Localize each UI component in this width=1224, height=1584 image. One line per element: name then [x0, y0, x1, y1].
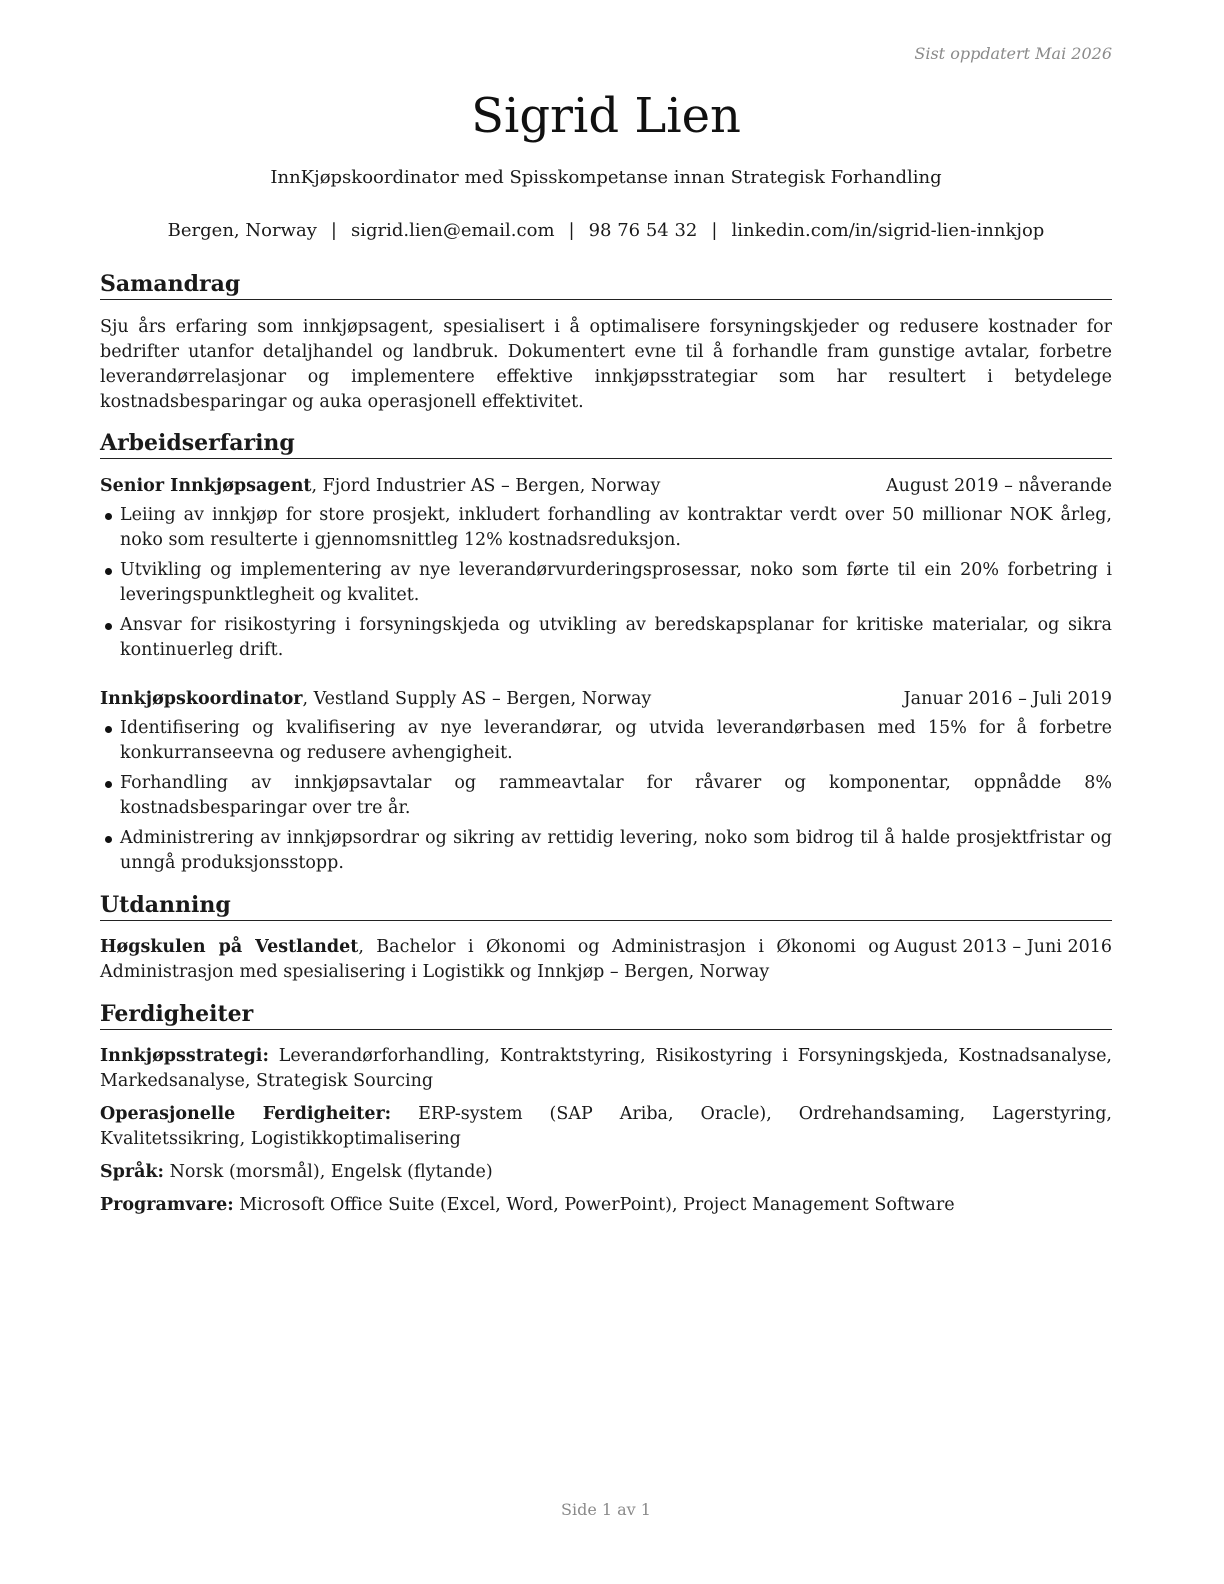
- contact-separator: |: [568, 220, 575, 241]
- page-number: Side 1 av 1: [561, 1500, 651, 1519]
- job-dates: August 2019 – nåverande: [886, 476, 1112, 496]
- job-title-company: [100, 474, 660, 499]
- skill-value: Leverandørforhandling, Kontraktstyring, Risikostyring i Forsyningskjeda, Kostnadsanalyse, Markedsanalyse, Strategisk Sourcing: [100, 1046, 1112, 1091]
- section-title-skills: Ferdigheiter: [100, 1000, 1112, 1030]
- skill-row: [100, 1193, 1112, 1218]
- education-row: [100, 935, 1112, 985]
- job-bullets: [100, 503, 1112, 663]
- contact-email[interactable]: sigrid.lien@email.com: [350, 220, 555, 241]
- candidate-headline: InnKjøpskoordinator med Spisskompetanse innan Strategisk Forhandling: [270, 167, 942, 188]
- job-dates: Januar 2016 – Juli 2019: [903, 689, 1112, 709]
- resume-page: [100, 0, 1112, 1584]
- job-company: , Fjord Industrier AS – Bergen, Norway: [311, 476, 661, 496]
- contact-separator: |: [330, 220, 337, 241]
- summary-text: Sju års erfaring som innkjøpsagent, spesialisert i å optimalisere forsyningskjeder og redusere kostnader for bedrifter utanfor detaljhandel og landbruk. Dokumentert evne til å forhandle fram gunstige avtalar, forbetre leverandørrelasjonar og implementere effektive innkjøpsstrategiar som har resultert i betydelege kostnadsbesparingar og auka operasjonell effektivitet.: [100, 317, 1112, 412]
- section-title-experience: Arbeidserfaring: [100, 429, 1112, 459]
- job-role: Senior Innkjøpsagent: [100, 476, 312, 496]
- skill-label: Programvare:: [100, 1195, 234, 1215]
- education-dates: August 2013 – Juni 2016: [894, 937, 1112, 957]
- job-bullets: [100, 716, 1112, 876]
- section-title-education: Utdanning: [100, 891, 1112, 921]
- section-title-summary: Samandrag: [100, 270, 1112, 300]
- skill-value: Microsoft Office Suite (Excel, Word, PowerPoint), Project Management Software: [233, 1195, 955, 1215]
- last-updated: Sist oppdatert Mai 2026: [914, 44, 1112, 63]
- skill-row: [100, 1102, 1112, 1152]
- education-details: [100, 935, 890, 985]
- skill-row: [100, 1160, 1112, 1185]
- job-header: [100, 687, 1112, 712]
- job-bullet: Identifisering og kvalifisering av nye leverandørar, og utvida leverandørbasen med 15% for å forbetre konkurranseevna og redusere avhengigheit.: [100, 716, 1112, 766]
- skills-list: [100, 1044, 1112, 1226]
- candidate-name: Sigrid Lien: [471, 88, 741, 144]
- job-entry: [100, 687, 1112, 881]
- job-title-company: [100, 687, 651, 712]
- skill-value: ERP-system (SAP Ariba, Oracle), Ordrehandsaming, Lagerstyring, Kvalitetssikring, Logistikkoptimalisering: [100, 1104, 1112, 1149]
- job-company: , Vestland Supply AS – Bergen, Norway: [302, 689, 652, 709]
- skill-label: Innkjøpsstrategi:: [100, 1046, 269, 1066]
- contact-phone: 98 76 54 32: [588, 220, 698, 241]
- skill-value: Norsk (morsmål), Engelsk (flytande): [164, 1162, 493, 1182]
- education-degree: , Bachelor i Økonomi og Administrasjon i Økonomi og Administrasjon med spesialisering i Logistikk og Innkjøp – Bergen, Norway: [100, 937, 890, 982]
- job-bullet: Ansvar for risikostyring i forsyningskjeda og utvikling av beredskapsplanar for kritiske materialar, og sikra kontinuerleg drift.: [100, 613, 1112, 663]
- job-bullet: Leiing av innkjøp for store prosjekt, inkludert forhandling av kontraktar verdt over 50 millionar NOK årleg, noko som resulterte i gjennomsnittleg 12% kostnadsreduksjon.: [100, 503, 1112, 553]
- job-role: Innkjøpskoordinator: [100, 689, 303, 709]
- skill-label: Språk:: [100, 1162, 165, 1182]
- job-entry: [100, 474, 1112, 668]
- contact-separator: |: [711, 220, 718, 241]
- job-bullet: Administrering av innkjøpsordrar og sikring av rettidig levering, noko som bidrog til å halde prosjektfristar og unngå produksjonsstopp.: [100, 826, 1112, 876]
- job-header: [100, 474, 1112, 499]
- job-bullet: Utvikling og implementering av nye leverandørvurderingsprosessar, noko som førte til ein 20% forbetring i leveringspunktlegheit og kvalitet.: [100, 558, 1112, 608]
- contact-linkedin[interactable]: linkedin.com/in/sigrid-lien-innkjop: [731, 220, 1045, 241]
- skill-label: Operasjonelle Ferdigheiter:: [100, 1104, 392, 1124]
- contact-line: [100, 219, 1112, 243]
- contact-location: Bergen, Norway: [167, 220, 317, 241]
- education-entry: [100, 935, 1112, 985]
- education-school: Høgskulen på Vestlandet: [100, 937, 359, 957]
- job-bullet: Forhandling av innkjøpsavtalar og rammeavtalar for råvarer og komponentar, oppnådde 8% kostnadsbesparingar over tre år.: [100, 771, 1112, 821]
- skill-row: [100, 1044, 1112, 1094]
